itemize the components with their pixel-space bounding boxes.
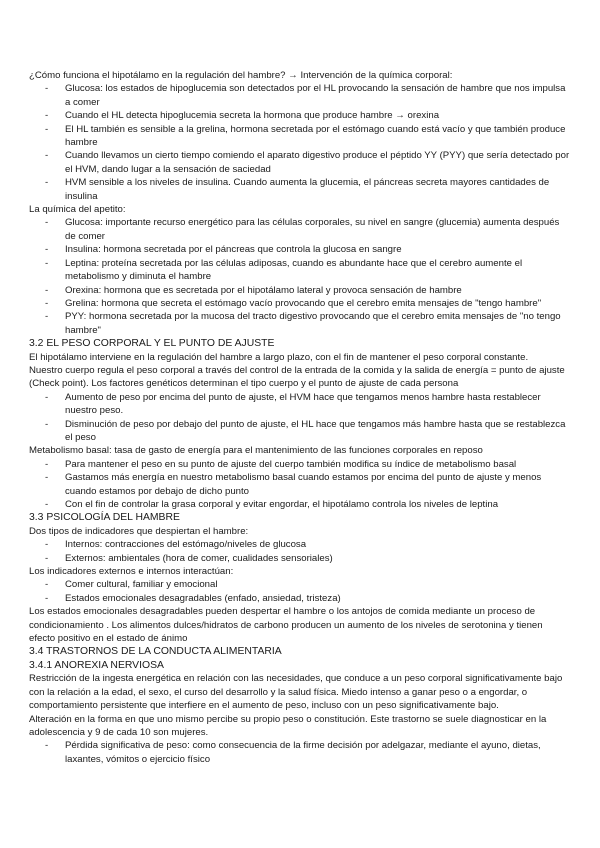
dash-bullet-icon: -: [45, 123, 49, 135]
list-item: [29, 149, 571, 176]
bullet-list: [29, 82, 571, 203]
list-item-text: Aumento de peso por encima del punto de ajuste, el HVM hace que tengamos menos hambre hasta restablecer nuestro peso.: [65, 391, 541, 417]
list-item-text: Glucosa: importante recurso energético para las células corporales, su nivel en sangre (glucemia) aumenta después de comer: [65, 217, 560, 242]
dash-bullet-icon: -: [45, 552, 49, 564]
paragraph: ¿Cómo funciona el hipotálamo en la regulación del hambre? → Intervención de la química corporal:: [29, 70, 453, 81]
bullet-list: [29, 739, 571, 766]
dash-bullet-icon: -: [45, 418, 49, 430]
list-item-text: Gastamos más energía en nuestro metabolismo basal cuando estamos por encima del punto de ajuste y menos cuando estamos por debajo de dicho punto: [65, 472, 542, 497]
paragraph: El hipotálamo interviene en la regulación del hambre a largo plazo, con el fin de mantener el peso corporal constante.: [29, 351, 529, 363]
list-item: [29, 109, 571, 122]
dash-bullet-icon: -: [45, 257, 49, 269]
list-item: [29, 297, 571, 310]
list-item-text: HVM sensible a los niveles de insulina. Cuando aumenta la glucemia, el páncreas secreta mayores cantidades de insulina: [65, 177, 550, 202]
section-heading: 3.3 PSICOLOGÍA DEL HAMBRE: [29, 512, 180, 524]
list-item-text: Estados emocionales desagradables (enfado, ansiedad, tristeza): [65, 592, 341, 604]
list-item: [29, 284, 571, 297]
list-item: [29, 310, 571, 337]
section-heading: 3.4 TRASTORNOS DE LA CONDUCTA ALIMENTARIA: [29, 646, 282, 658]
list-item: [29, 458, 571, 471]
bullet-list: [29, 391, 571, 445]
list-item-text: Grelina: hormona que secreta el estómago vacío provocando que el cerebro emita mensajes de "tengo hambre": [65, 297, 542, 309]
list-item-text: Cuando el HL detecta hipoglucemia secreta la hormona que produce hambre → orexina: [65, 110, 440, 122]
paragraph: Nuestro cuerpo regula el peso corporal a través del control de la entrada de la comida y la salida de energía = punto de ajuste (Check point). Los factores genéticos determinan el tipo cuerpo y el punto de ajuste de cada persona: [29, 364, 565, 390]
list-item-text: Comer cultural, familiar y emocional: [65, 579, 218, 591]
list-item-text: Glucosa: los estados de hipoglucemia son detectados por el HL provocando la sensación de hambre que nos impulsa a comer: [65, 83, 566, 108]
list-item-text: Cuando llevamos un cierto tiempo comiendo el aparato digestivo produce el péptido YY (PYY) que sería detectado por el HVM, dando lugar a la sensación de saciedad: [65, 150, 570, 175]
list-item-text: El HL también es sensible a la grelina, hormona secretada por el estómago cuando está vacío y que también produce hambre: [65, 123, 566, 149]
list-item-text: Insulina: hormona secretada por el páncreas que controla la glucosa en sangre: [65, 244, 402, 256]
dash-bullet-icon: -: [45, 740, 49, 752]
paragraph: Los estados emocionales desagradables pueden despertar el hambre o los antojos de comida mediante un proceso de condicionamiento . Los alimentos dulces/hidratos de carbono producen un aumento de los niveles de serotonina y tienen efecto positivo en el estado de ánimo: [29, 606, 543, 645]
paragraph: Alteración en la forma en que uno mismo percibe su propio peso o constitución. Este trastorno se suele diagnosticar en la adolescencia y 9 de cada 10 son mujeres.: [29, 713, 547, 738]
dash-bullet-icon: -: [45, 244, 49, 256]
dash-bullet-icon: -: [45, 177, 49, 189]
list-item: [29, 82, 571, 109]
list-item: [29, 243, 571, 256]
list-item-text: PYY: hormona secretada por la mucosa del tracto digestivo provocando que el cerebro emita mensajes de "no tengo hambre": [65, 311, 561, 336]
list-item: [29, 592, 571, 605]
dash-bullet-icon: -: [45, 110, 49, 122]
list-item-text: Orexina: hormona que es secretada por el hipotálamo lateral y provoca sensación de hambre: [65, 284, 462, 296]
dash-bullet-icon: -: [45, 592, 49, 604]
dash-bullet-icon: -: [45, 284, 49, 296]
list-item: [29, 498, 571, 511]
list-item: [29, 176, 571, 203]
list-item: [29, 257, 571, 284]
list-item: [29, 216, 571, 243]
list-item: [29, 418, 571, 445]
dash-bullet-icon: -: [45, 472, 49, 484]
list-item-text: Leptina: proteína secretada por las células adiposas, cuando es abundante hace que el cerebro aumente el metabolismo y diminuta el hambre: [65, 257, 523, 283]
dash-bullet-icon: -: [45, 311, 49, 323]
bullet-list: [29, 458, 571, 512]
dash-bullet-icon: -: [45, 297, 49, 309]
list-item: [29, 123, 571, 150]
list-item-text: Con el fin de controlar la grasa corporal y evitar engordar, el hipotálamo controla los niveles de leptina: [65, 499, 499, 510]
dash-bullet-icon: -: [45, 217, 49, 229]
dash-bullet-icon: -: [45, 539, 49, 551]
bullet-list: [29, 578, 571, 605]
paragraph: Los indicadores externos e internos interactúan:: [29, 566, 234, 578]
dash-bullet-icon: -: [45, 150, 49, 162]
list-item-text: Internos: contracciones del estómago/niveles de glucosa: [65, 539, 307, 551]
paragraph: La química del apetito:: [29, 204, 126, 216]
dash-bullet-icon: -: [45, 499, 49, 510]
list-item-text: Externos: ambientales (hora de comer, cualidades sensoriales): [65, 552, 333, 564]
dash-bullet-icon: -: [45, 458, 49, 470]
list-item: [29, 552, 571, 565]
list-item: [29, 391, 571, 418]
list-item: [29, 578, 571, 591]
section-heading: 3.2 EL PESO CORPORAL Y EL PUNTO DE AJUSTE: [29, 338, 275, 350]
list-item: [29, 471, 571, 498]
dash-bullet-icon: -: [45, 579, 49, 591]
bullet-list: [29, 538, 571, 565]
list-item-text: Para mantener el peso en su punto de ajuste del cuerpo también modifica su índice de metabolismo basal: [65, 458, 517, 470]
document-page: [29, 69, 571, 766]
list-item-text: Disminución de peso por debajo del punto de ajuste, el HL hace que tengamos más hambre hasta que se restablezca el peso: [65, 418, 566, 443]
list-item-text: Pérdida significativa de peso: como consecuencia de la firme decisión por adelgazar, mediante el ayuno, dietas, laxantes, vómitos o ejercicio físico: [65, 740, 541, 765]
section-heading: 3.4.1 ANOREXIA NERVIOSA: [29, 659, 164, 671]
bullet-list: [29, 216, 571, 337]
paragraph: Restricción de la ingesta energética en relación con las necesidades, que conduce a un peso corporal significativamente bajo con la relación a la edad, el sexo, el curso del desarrollo y la salud física. Miedo intenso a ganar peso o a engordar, o comportamiento persistente que interfiere en el aumento de peso, incluso con un peso significativamente bajo.: [29, 673, 563, 712]
dash-bullet-icon: -: [45, 83, 49, 95]
list-item: [29, 739, 571, 766]
paragraph: Dos tipos de indicadores que despiertan el hambre:: [29, 525, 249, 537]
paragraph: Metabolismo basal: tasa de gasto de energía para el mantenimiento de las funciones corporales en reposo: [29, 445, 483, 457]
dash-bullet-icon: -: [45, 391, 49, 403]
list-item: [29, 538, 571, 551]
